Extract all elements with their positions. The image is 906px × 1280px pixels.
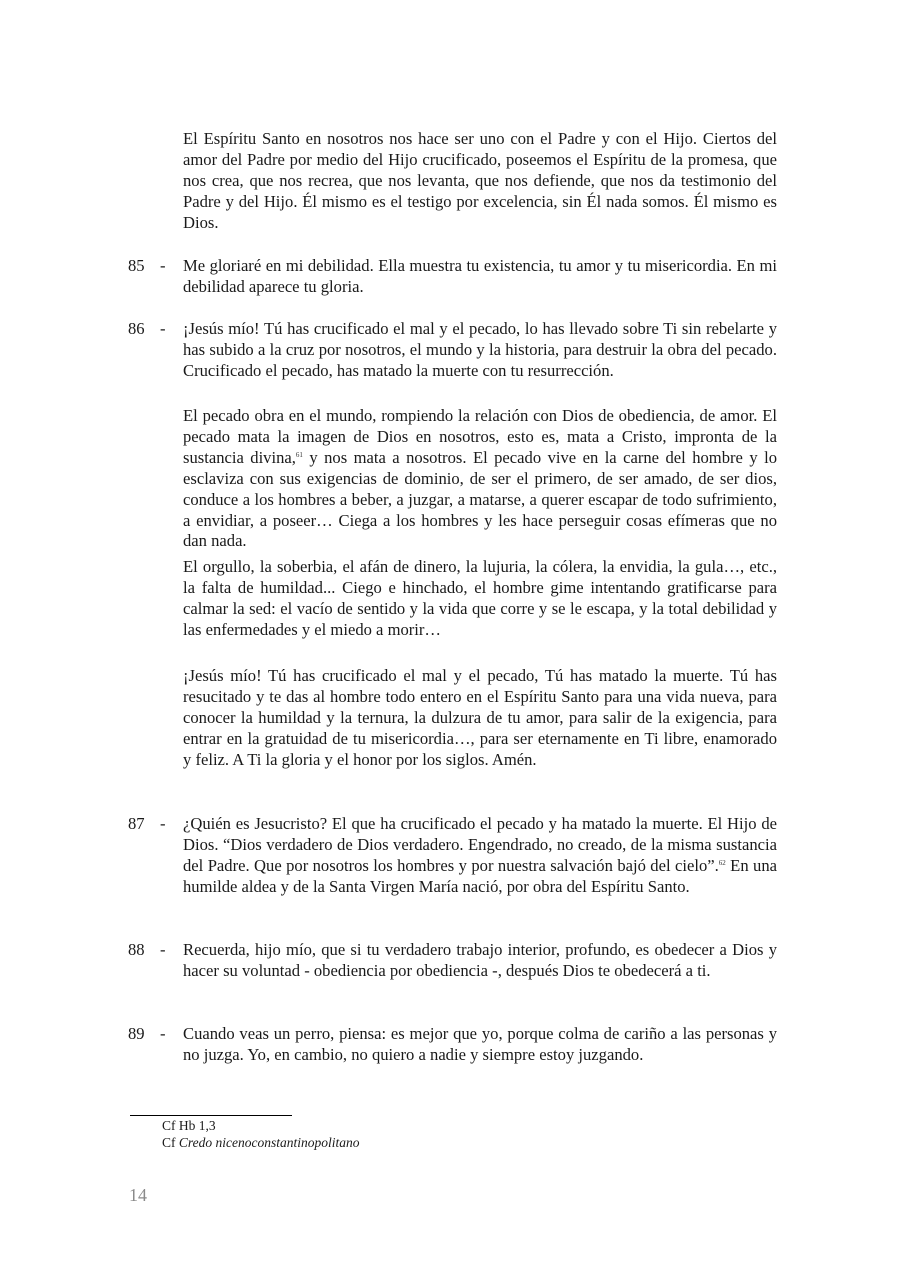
paragraph-86d: ¡Jesús mío! Tú has crucificado el mal y el pecado, Tú has matado la muerte. Tú has resucitado y te das al hombre todo entero en el Espíritu Santo para una vida nueva, para conocer la humildad y la ternura, la dulzura de tu amor, para salir de la exigencia, para entrar en la gratuidad de tu misericordia…, para ser eternamente en Ti libre, enamorado y feliz. A Ti la gloria y el honor por los siglos. Amén. — [183, 666, 777, 769]
footnote-divider — [130, 1115, 292, 1116]
footnote-62-title: Credo nicenoconstantinopolitano — [178, 1135, 360, 1150]
item-number-88: 88 — [128, 940, 145, 959]
item-dash: - — [160, 256, 166, 275]
page-number: 14 — [129, 1185, 147, 1205]
item-dash: - — [160, 940, 166, 959]
paragraph-87-part1: ¿Quién es Jesucristo? El que ha crucificado el pecado y ha matado la muerte. El Hijo de Dios. “Dios verdadero de Dios verdadero. Engendrado, no creado, de la misma sustancia del Padre. Que por nosotros los hombres y por nuestra salvación bajó del cielo”. — [183, 814, 777, 875]
footnote-62 — [162, 1134, 359, 1151]
item-number-89: 89 — [128, 1024, 145, 1043]
paragraph-87-part2: En una humilde aldea y de la Santa Virgen María nació, por obra del Espíritu Santo. — [183, 855, 777, 896]
footnote-61: Cf Hb 1,3 — [162, 1118, 216, 1133]
item-number-87: 87 — [128, 814, 145, 833]
paragraph-86b-part1: El pecado obra en el mundo, rompiendo la relación con Dios de obediencia, de amor. El pecado mata la imagen de Dios en nosotros, esto es, mata a Cristo, impronta de la sustancia divina, — [183, 406, 777, 467]
item-dash: - — [160, 1024, 166, 1043]
paragraph-86a: ¡Jesús mío! Tú has crucificado el mal y el pecado, lo has llevado sobre Ti sin rebelarte y has subido a la cruz por nosotros, el mundo y la historia, para destruir la obra del pecado. Crucificado el pecado, has matado la muerte con tu resurrección. — [183, 319, 777, 380]
item-dash: - — [160, 319, 166, 338]
item-number-86: 86 — [128, 319, 145, 338]
paragraph-intro: El Espíritu Santo en nosotros nos hace ser uno con el Padre y con el Hijo. Ciertos del amor del Padre por medio del Hijo crucificado, poseemos el Espíritu de la promesa, que nos crea, que nos recrea, que nos levanta, que nos defiende, que nos da testimonio del Padre y del Hijo. Él mismo es el testigo por excelencia, sin Él nada somos. Él mismo es Dios. — [183, 129, 777, 232]
paragraph-85: Me gloriaré en mi debilidad. Ella muestra tu existencia, tu amor y tu misericordia. En mi debilidad aparece tu gloria. — [183, 256, 777, 296]
footnote-ref-61[interactable]: 61 — [295, 450, 303, 459]
footnote-62-prefix: Cf — [162, 1135, 179, 1150]
item-dash: - — [160, 814, 166, 833]
footnote-ref-62[interactable]: 62 — [718, 858, 726, 867]
paragraph-88: Recuerda, hijo mío, que si tu verdadero trabajo interior, profundo, es obedecer a Dios y hacer su voluntad - obediencia por obediencia -, después Dios te obedecerá a ti. — [183, 940, 777, 980]
paragraph-86c: El orgullo, la soberbia, el afán de dinero, la lujuria, la cólera, la envidia, la gula…, etc., la falta de humildad... Ciego e hinchado, el hombre gime intentando gratificarse para calmar la sed: el vacío de sentido y la vida que corre y se le escapa, y la total debilidad y las enfermedades y el miedo a morir… — [183, 557, 777, 639]
item-number-85: 85 — [128, 256, 145, 275]
paragraph-86b-part2: y nos mata a nosotros. El pecado vive en la carne del hombre y lo esclaviza con sus exigencias de dominio, de ser el primero, de ser amado, de ser dios, conduce a los hombres a beber, a juzgar, a matarse, a querer escapar de todo sufrimiento, a envidiar, a poseer… Ciega a los hombres y les hace perseguir cosas efímeras que no dan nada. — [183, 447, 777, 551]
paragraph-86b — [183, 406, 777, 552]
paragraph-89: Cuando veas un perro, piensa: es mejor que yo, porque colma de cariño a las personas y no juzga. Yo, en cambio, no quiero a nadie y siempre estoy juzgando. — [183, 1024, 777, 1064]
paragraph-87 — [183, 814, 777, 898]
